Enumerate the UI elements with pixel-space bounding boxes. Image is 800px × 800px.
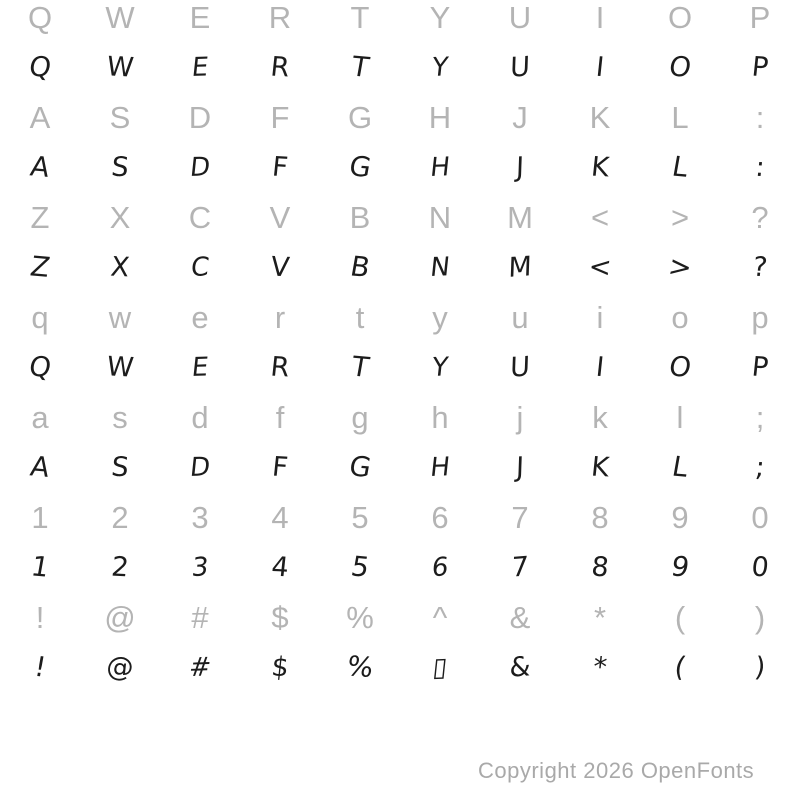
glyph-cell: A <box>27 151 53 184</box>
glyph-cell: ? <box>751 251 769 284</box>
glyph-cell: & <box>509 600 531 635</box>
glyph-cell: 4 <box>269 551 291 584</box>
glyph-cell: M <box>507 251 533 284</box>
glyph-cell: s <box>112 400 128 435</box>
glyph-cell: 9 <box>671 500 689 535</box>
glyph-cell: O <box>666 50 694 85</box>
glyph-cell: E <box>189 0 211 35</box>
glyph-cell: P <box>750 51 770 84</box>
glyph-row-caps-home-reference <box>0 93 800 143</box>
glyph-cell: t <box>355 300 365 335</box>
glyph-cell: : <box>753 151 767 184</box>
glyph-cell: % <box>346 600 374 635</box>
glyph-cell: N <box>428 200 452 235</box>
glyph-cell: $ <box>271 600 289 635</box>
glyph-cell: ▯ <box>431 652 449 683</box>
glyph-cell: 9 <box>668 551 692 584</box>
glyph-row-digits-custom <box>0 543 800 593</box>
glyph-cell: K <box>589 451 611 484</box>
glyph-cell: U <box>508 0 532 35</box>
glyph-cell: 6 <box>430 552 450 583</box>
glyph-cell: D <box>188 100 212 135</box>
glyph-cell: X <box>109 200 131 235</box>
glyph-cell: G <box>346 450 374 485</box>
glyph-cell: > <box>670 200 690 235</box>
glyph-row-caps-bottom-reference <box>0 193 800 243</box>
glyph-cell: J <box>515 151 525 184</box>
glyph-cell: T <box>348 51 372 84</box>
glyph-cell: N <box>428 252 452 283</box>
glyph-cell: < <box>590 200 610 235</box>
glyph-cell: E <box>190 352 210 383</box>
glyph-cell: ; <box>753 451 767 484</box>
glyph-cell: l <box>676 400 684 435</box>
glyph-cell: ^ <box>432 600 448 635</box>
glyph-cell: L <box>671 100 689 135</box>
glyph-cell: * <box>591 651 609 684</box>
glyph-row-lower-home-reference <box>0 393 800 443</box>
glyph-cell: 8 <box>589 551 611 584</box>
glyph-cell: 7 <box>510 551 530 584</box>
glyph-cell: R <box>269 351 292 384</box>
glyph-cell: W <box>105 51 136 84</box>
glyph-cell: ( <box>674 600 686 635</box>
glyph-cell: # <box>191 600 209 635</box>
glyph-cell: S <box>109 451 131 484</box>
glyph-cell: E <box>190 52 210 83</box>
glyph-cell: e <box>191 300 209 335</box>
glyph-cell: f <box>275 400 285 435</box>
glyph-cell: h <box>431 400 449 435</box>
glyph-cell: L <box>669 151 691 184</box>
glyph-cell: q <box>31 300 49 335</box>
glyph-cell: i <box>596 300 604 335</box>
glyph-row-lower-qwerty-reference <box>0 293 800 343</box>
glyph-cell: V <box>269 251 291 284</box>
glyph-cell: R <box>268 0 292 35</box>
glyph-cell: T <box>348 351 372 384</box>
glyph-cell: X <box>109 251 131 284</box>
glyph-cell: I <box>594 351 606 384</box>
glyph-cell: @ <box>104 651 136 684</box>
glyph-cell: H <box>428 452 452 483</box>
glyph-cell: d <box>191 400 209 435</box>
glyph-cell: H <box>428 100 452 135</box>
glyph-cell: P <box>749 0 771 35</box>
glyph-cell: C <box>189 252 211 283</box>
glyph-cell: J <box>515 451 525 484</box>
glyph-cell: Z <box>30 200 50 235</box>
glyph-cell: K <box>589 100 611 135</box>
glyph-cell: ! <box>35 600 45 635</box>
glyph-row-digits-reference <box>0 493 800 543</box>
glyph-cell: S <box>109 151 131 184</box>
glyph-row-symbols-reference <box>0 593 800 643</box>
glyph-cell: Y <box>430 52 450 83</box>
glyph-cell: 6 <box>431 500 449 535</box>
glyph-cell: : <box>755 100 765 135</box>
glyph-cell: $ <box>269 651 291 684</box>
glyph-cell: % <box>344 650 376 685</box>
copyright-text: Copyright 2026 OpenFonts <box>478 758 755 783</box>
glyph-cell: W <box>105 351 136 384</box>
glyph-cell: H <box>428 152 452 183</box>
glyph-cell: A <box>29 100 51 135</box>
glyph-cell: u <box>511 300 529 335</box>
glyph-row-symbols-custom <box>0 643 800 693</box>
glyph-cell: ! <box>31 651 49 684</box>
glyph-cell: I <box>595 0 605 35</box>
glyph-cell: V <box>269 200 291 235</box>
glyph-cell: K <box>589 151 611 184</box>
glyph-cell: P <box>750 351 770 384</box>
glyph-cell: B <box>349 200 371 235</box>
glyph-cell: B <box>347 251 373 284</box>
glyph-cell: R <box>269 51 292 84</box>
glyph-cell: G <box>346 150 374 185</box>
glyph-cell: J <box>512 100 528 135</box>
glyph-cell: 4 <box>271 500 289 535</box>
glyph-row-caps-qwerty-reference <box>0 0 800 43</box>
glyph-cell: Q <box>26 350 54 385</box>
glyph-cell: k <box>592 400 608 435</box>
glyph-cell: 5 <box>348 551 372 584</box>
glyph-cell: 0 <box>749 551 771 584</box>
glyph-cell: > <box>665 250 695 285</box>
glyph-row-lower-qwerty-custom <box>0 343 800 393</box>
glyph-cell: ( <box>671 651 689 684</box>
glyph-cell: F <box>270 151 290 184</box>
glyph-cell: 0 <box>751 500 769 535</box>
glyph-cell: p <box>751 300 769 335</box>
glyph-cell: 5 <box>351 500 369 535</box>
glyph-row-caps-qwerty-custom <box>0 43 800 93</box>
glyph-cell: M <box>507 200 533 235</box>
glyph-row-caps-bottom-custom <box>0 243 800 293</box>
glyph-cell: * <box>593 600 607 635</box>
glyph-cell: j <box>516 400 524 435</box>
glyph-cell: Q <box>26 50 54 85</box>
glyph-cell: O <box>666 350 694 385</box>
glyph-cell: 2 <box>111 500 129 535</box>
glyph-cell: W <box>105 0 135 35</box>
glyph-cell: L <box>669 451 691 484</box>
glyph-cell: ? <box>751 200 769 235</box>
glyph-cell: D <box>188 152 212 183</box>
glyph-cell: 3 <box>190 552 210 583</box>
glyph-cell: D <box>188 452 212 483</box>
glyph-cell: S <box>109 100 131 135</box>
glyph-cell: & <box>508 651 532 684</box>
glyph-cell: A <box>27 451 53 484</box>
glyph-cell: g <box>351 400 369 435</box>
glyph-cell: T <box>350 0 370 35</box>
glyph-cell: 3 <box>191 500 209 535</box>
glyph-cell: 8 <box>591 500 609 535</box>
glyph-cell: @ <box>104 600 136 635</box>
glyph-cell: < <box>587 251 613 284</box>
glyph-cell: Z <box>27 251 53 284</box>
glyph-row-lower-home-custom <box>0 443 800 493</box>
glyph-cell: w <box>108 300 132 335</box>
glyph-cell: 2 <box>109 551 131 584</box>
glyph-cell: o <box>671 300 689 335</box>
glyph-cell: Q <box>27 0 53 35</box>
glyph-cell: y <box>432 300 448 335</box>
glyph-cell: ; <box>755 400 765 435</box>
glyph-cell: 1 <box>28 551 52 584</box>
glyph-row-caps-home-custom <box>0 143 800 193</box>
glyph-cell: ) <box>753 651 767 684</box>
glyph-cell: 1 <box>31 500 49 535</box>
glyph-cell: C <box>188 200 212 235</box>
glyph-cell: G <box>347 100 373 135</box>
glyph-cell: F <box>270 451 290 484</box>
glyph-cell: r <box>274 300 286 335</box>
glyph-cell: Y <box>429 0 451 35</box>
glyph-cell: # <box>187 652 213 683</box>
glyph-cell: ) <box>754 600 766 635</box>
glyph-cell: O <box>667 0 693 35</box>
glyph-cell: I <box>594 51 606 84</box>
glyph-cell: a <box>31 400 49 435</box>
glyph-cell: 7 <box>511 500 529 535</box>
glyph-cell: U <box>509 51 531 84</box>
glyph-cell: U <box>509 351 531 384</box>
glyph-cell: F <box>270 100 290 135</box>
glyph-cell: Y <box>430 352 450 383</box>
